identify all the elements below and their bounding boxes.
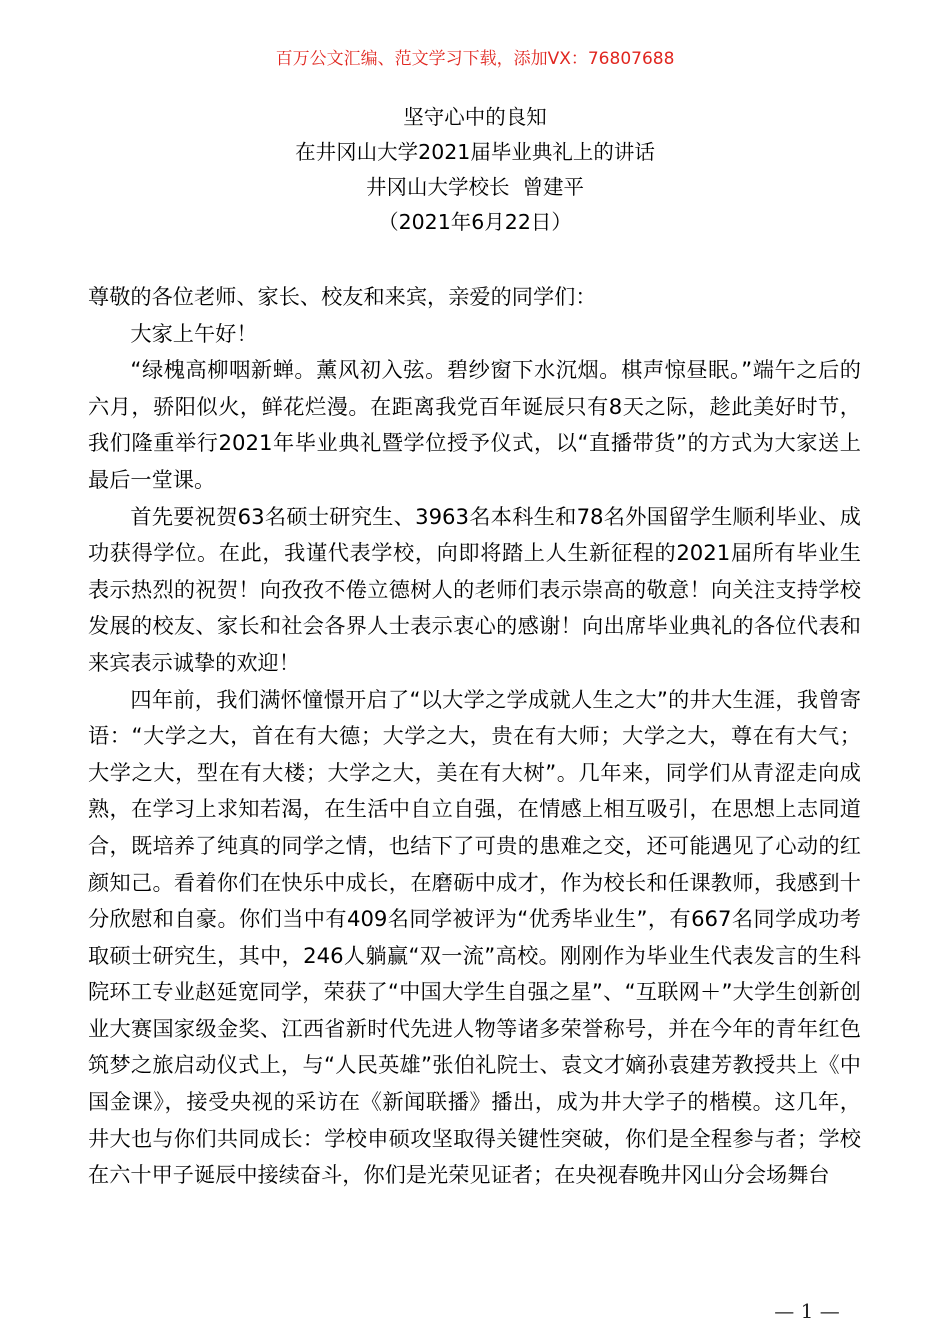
title-block: [0, 100, 950, 240]
paragraph-opening: “绿槐高柳咽新蝉。薰风初入弦。碧纱窗下水沉烟。棋声惊昼眠。”端午之后的六月，骄阳似火，鲜花烂漫。在距离我党百年诞辰只有8天之际，趁此美好时节，我们隆重举行2021年毕业典礼暨学位授予仪式，以“直播带货”的方式为大家送上最后一堂课。: [88, 357, 861, 492]
speech-subtitle: 在井冈山大学2021届毕业典礼上的讲话: [295, 140, 655, 164]
paragraph-four-years: 四年前，我们满怀憧憬开启了“以大学之学成就人生之大”的井大生涯，我曾寄语：“大学之大，首在有大德；大学之大，贵在有大师；大学之大，尊在有大气；大学之大，型在有大楼；大学之大，美在有大树”。几年来，同学们从青涩走向成熟，在学习上求知若渴，在生活中自立自强，在情感上相互吸引，在思想上志同道合，既培养了纯真的同学之情，也结下了可贵的患难之交，还可能遇见了心动的红颜知己。看着你们在快乐中成长，在磨砺中成才，作为校长和任课教师，我感到十分欣慰和自豪。你们当中有409名同学被评为“优秀毕业生”，有667名同学成功考取硕士研究生，其中，246人躺赢“双一流”高校。刚刚作为毕业生代表发言的生科院环工专业赵延宽同学，荣获了“中国大学生自强之星”、“互联网＋”大学生创新创业大赛国家级金奖、江西省新时代先进人物等诸多荣誉称号，并在今年的青年红色筑梦之旅启动仪式上，与“人民英雄”张伯礼院士、袁文才嫡孙袁建芳教授共上《中国金课》，接受央视的采访在《新闻联播》播出，成为井大学子的楷模。这几年，井大也与你们共同成长：学校申硕攻坚取得关键性突破，你们是全程参与者；学校在六十甲子诞辰中接续奋斗，你们是光荣见证者；在央视春晚井冈山分会场舞台: [88, 686, 861, 1188]
speech-author: 井冈山大学校长 曾建平: [365, 175, 585, 199]
paragraph-congratulations: 首先要祝贺63名硕士研究生、3963名本科生和78名外国留学生顺利毕业、成功获得学位。在此，我谨代表学校，向即将踏上人生新征程的2021届所有毕业生表示热烈的祝贺！向孜孜不倦立德树人的老师们表示崇高的敬意！向关注支持学校发展的校友、家长和社会各界人士表示衷心的感谢！向出席毕业典礼的各位代表和来宾表示诚挚的欢迎！: [88, 503, 861, 675]
salutation: 尊敬的各位老师、家长、校友和来宾，亲爱的同学们：: [88, 284, 597, 309]
speech-body: [88, 279, 861, 1194]
watermark-banner: 百万公文汇编、范文学习下载，添加VX：76807688: [275, 49, 675, 69]
paragraph-greeting: 大家上午好！: [130, 320, 258, 346]
speech-date: （2021年6月22日）: [378, 210, 572, 234]
page-number: — 1 —: [774, 1299, 840, 1323]
speech-title: 坚守心中的良知: [403, 105, 547, 129]
